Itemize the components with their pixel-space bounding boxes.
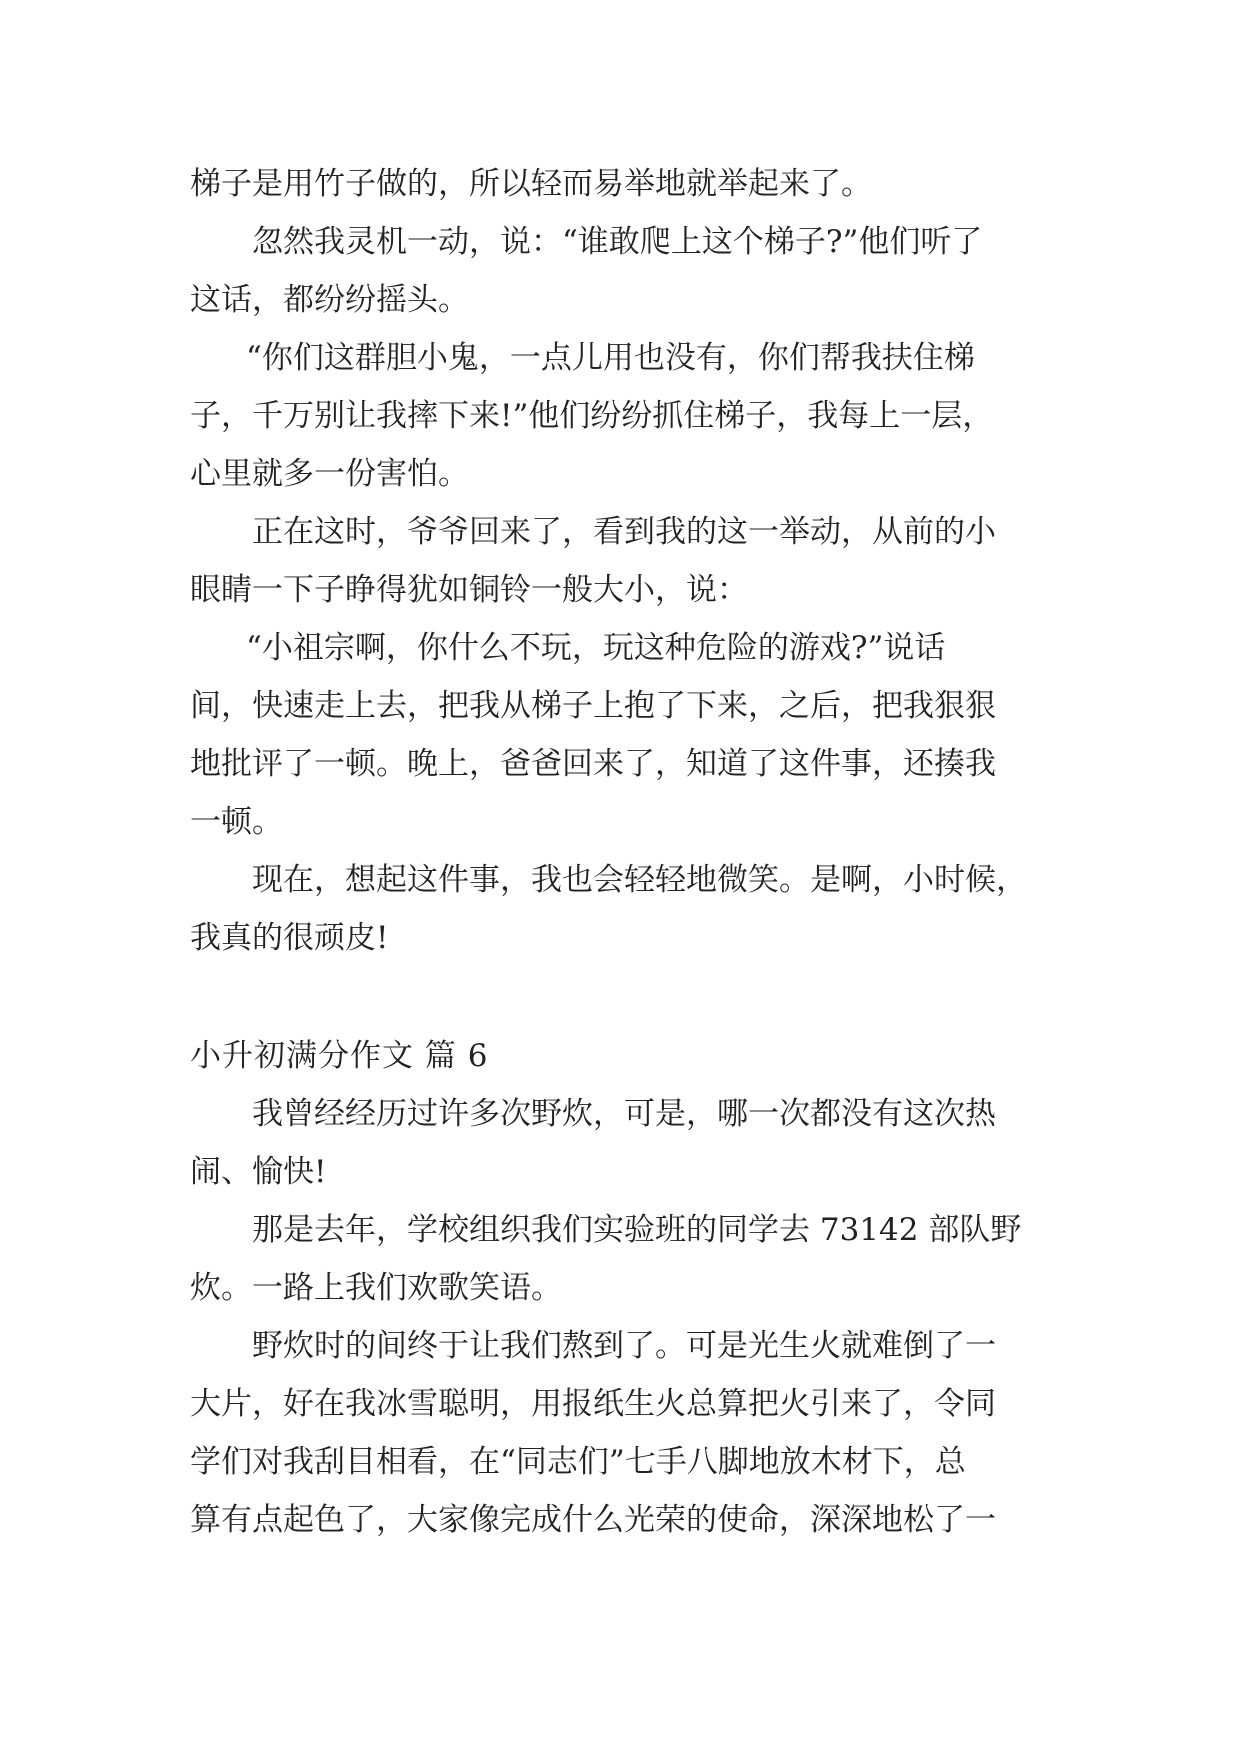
paragraph-line: 梯子是用竹子做的，所以轻而易举地就举起来了。 bbox=[190, 166, 872, 202]
paragraph-line: 心里就多一份害怕。 bbox=[190, 456, 469, 492]
paragraph-line: 忽然我灵机一动，说：“谁敢爬上这个梯子?”他们听了 bbox=[252, 224, 983, 260]
paragraph-line: 眼睛一下子睁得犹如铜铃一般大小，说： bbox=[190, 572, 748, 608]
paragraph-line: 我曾经经历过许多次野炊，可是，哪一次都没有这次热 bbox=[252, 1096, 996, 1132]
paragraph-line: 炊。一路上我们欢歌笑语。 bbox=[190, 1270, 562, 1306]
paragraph-line: “你们这群胆小鬼，一点儿用也没有，你们帮我扶住梯 bbox=[246, 340, 975, 376]
paragraph-line: 地批评了一顿。晚上，爸爸回来了，知道了这件事，还揍我 bbox=[190, 746, 996, 782]
section-heading: 小升初满分作文 篇 6 bbox=[190, 1038, 489, 1074]
paragraph-line: 一顿。 bbox=[190, 804, 283, 840]
paragraph-line: 这话，都纷纷摇头。 bbox=[190, 282, 469, 318]
paragraph-line: 正在这时，爷爷回来了，看到我的这一举动，从前的小 bbox=[252, 514, 996, 550]
paragraph-line: 学们对我刮目相看，在“同志们”七手八脚地放木材下，总 bbox=[190, 1444, 966, 1480]
paragraph-line: 间，快速走上去，把我从梯子上抱了下来，之后，把我狠狠 bbox=[190, 688, 996, 724]
paragraph-line: 算有点起色了，大家像完成什么光荣的使命，深深地松了一 bbox=[190, 1502, 996, 1538]
paragraph-line: 我真的很顽皮! bbox=[190, 920, 389, 956]
paragraph-line: 那是去年，学校组织我们实验班的同学去 73142 部队野 bbox=[252, 1212, 1022, 1248]
paragraph-line: 现在，想起这件事，我也会轻轻地微笑。是啊，小时候， bbox=[252, 862, 1027, 898]
paragraph-line: 闹、愉快! bbox=[190, 1154, 327, 1190]
paragraph-line: 大片，好在我冰雪聪明，用报纸生火总算把火引来了，令同 bbox=[190, 1386, 996, 1422]
paragraph-line: “小祖宗啊，你什么不玩，玩这种危险的游戏?”说话 bbox=[246, 630, 946, 666]
paragraph-line: 野炊时的间终于让我们熬到了。可是光生火就难倒了一 bbox=[252, 1328, 996, 1364]
paragraph-line: 子，千万别让我摔下来!”他们纷纷抓住梯子，我每上一层， bbox=[190, 398, 994, 434]
